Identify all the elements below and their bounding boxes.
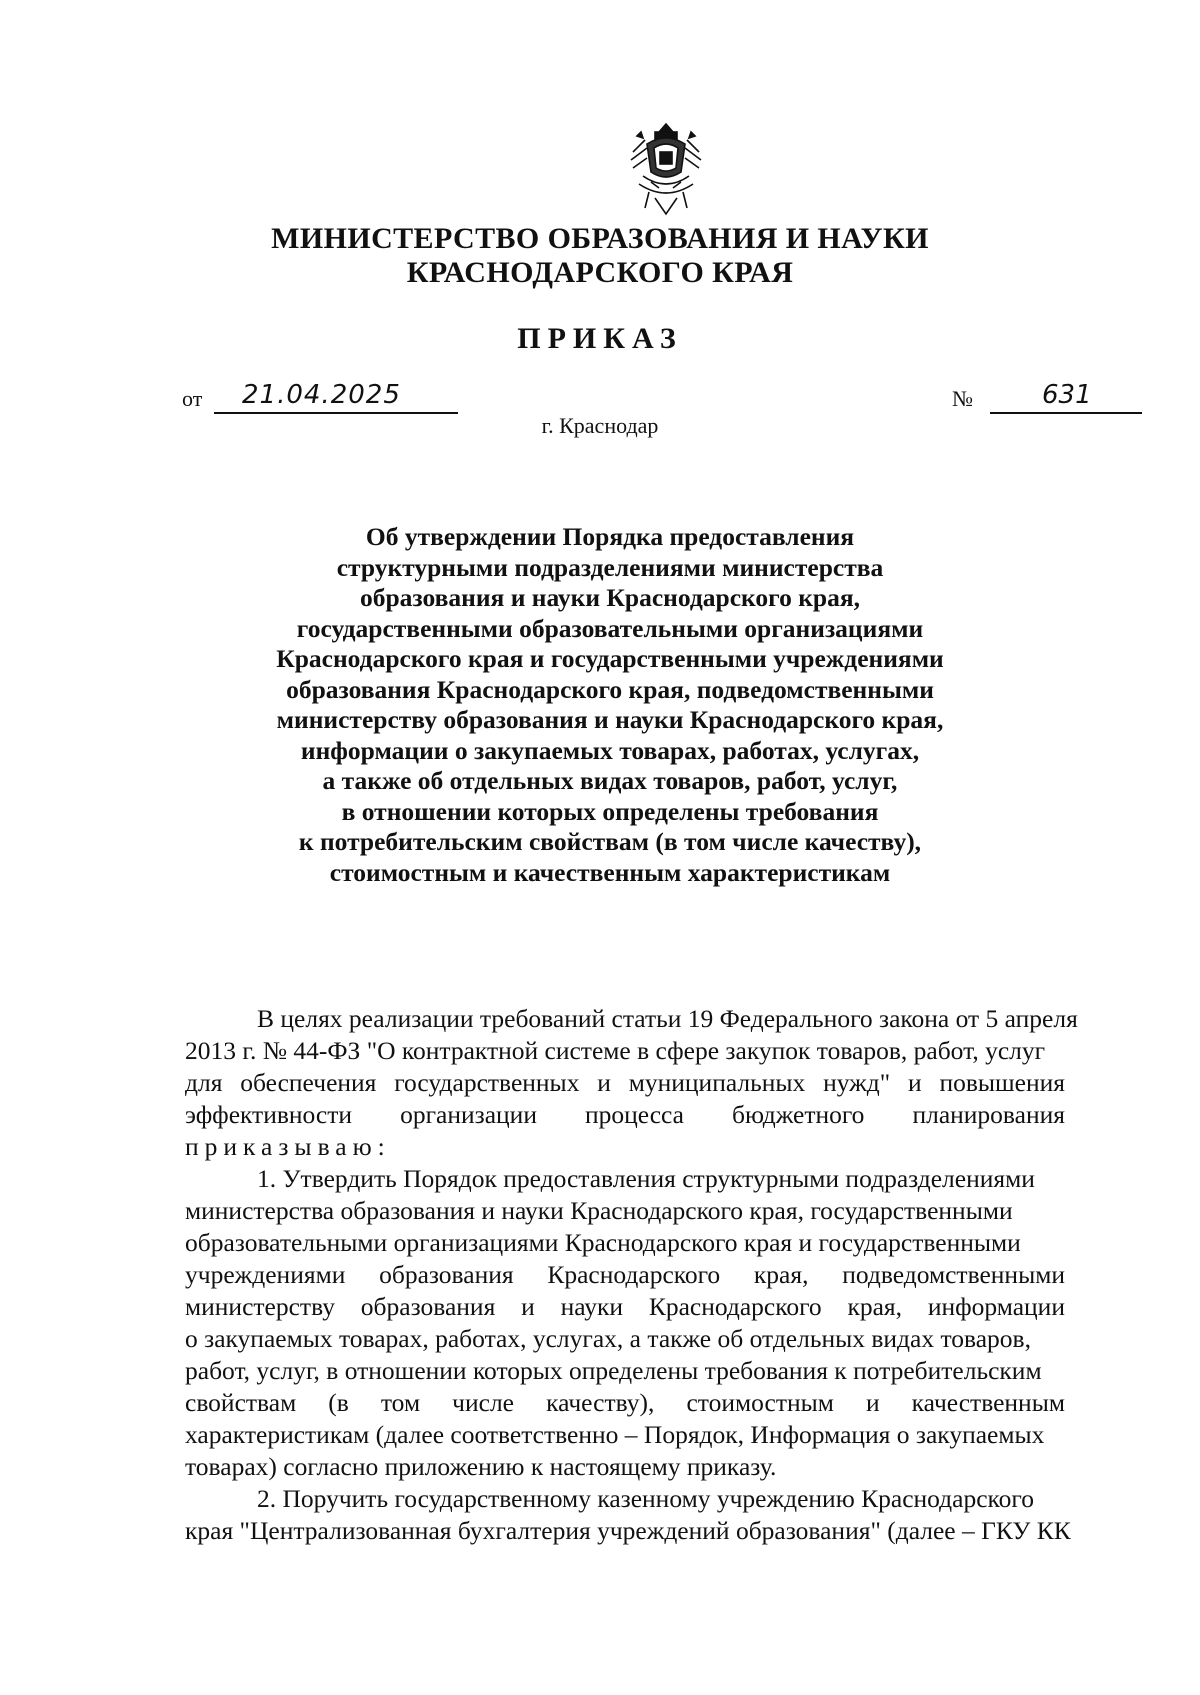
subject-line: а также об отдельных видах товаров, работ, услуг, bbox=[322, 766, 898, 795]
word: стоимостным bbox=[686, 1388, 834, 1417]
body-line: о закупаемых товарах, работах, услугах, а также об отдельных видах товаров, bbox=[185, 1324, 1031, 1353]
word: качеству), bbox=[546, 1388, 655, 1417]
subject-line: государственными образовательными организациями bbox=[296, 613, 924, 643]
body-line: В целях реализации требований статьи 19 Федерального закона от 5 апреля bbox=[257, 1004, 1078, 1033]
word: и bbox=[865, 1388, 880, 1417]
ministry-name bbox=[200, 222, 1000, 290]
word: качественным bbox=[911, 1388, 1065, 1417]
word: свойствам bbox=[185, 1388, 297, 1417]
decree-word: приказываю: bbox=[185, 1132, 391, 1161]
coat-of-arms-emblem bbox=[625, 122, 707, 216]
word: Краснодарского bbox=[648, 1292, 822, 1321]
word: и bbox=[521, 1292, 535, 1321]
subject-line: Об утверждении Порядка предоставления bbox=[365, 522, 855, 551]
word: том bbox=[380, 1388, 421, 1417]
word: планирования bbox=[912, 1100, 1065, 1129]
subject-line: стоимостным и качественным характеристикам bbox=[329, 857, 891, 887]
subject-line: министерству образования и науки Краснодарского края, bbox=[276, 705, 944, 734]
word: учреждениями bbox=[185, 1260, 346, 1289]
body-line-justified bbox=[185, 1291, 1065, 1323]
word: края, bbox=[753, 1260, 809, 1289]
word: числе bbox=[452, 1388, 514, 1417]
order-body bbox=[185, 1003, 1078, 1547]
body-line: края "Централизованная бухгалтерия учреждений образования" (далее – ГКУ КК bbox=[185, 1516, 1071, 1545]
word: нужд" bbox=[823, 1068, 891, 1097]
body-line: 2013 г. № 44-ФЗ "О контрактной системе в сфере закупок товаров, работ, услуг bbox=[185, 1036, 1046, 1065]
body-line: 2. Поручить государственному казенному учреждению Краснодарского bbox=[257, 1484, 1034, 1513]
date-prefix: от bbox=[182, 386, 203, 411]
body-line: характеристикам (далее соответственно – Порядок, Информация о закупаемых bbox=[185, 1420, 1045, 1449]
word: науки bbox=[560, 1292, 624, 1321]
issue-city: г. Краснодар bbox=[541, 413, 659, 438]
word: подведомственными bbox=[842, 1260, 1065, 1289]
body-line: министерства образования и науки Краснодарского края, государственными bbox=[185, 1196, 1013, 1225]
body-line: 1. Утвердить Порядок предоставления структурными подразделениями bbox=[257, 1164, 1035, 1193]
body-line: образовательными организациями Краснодарского края и государственными bbox=[185, 1228, 1021, 1257]
word: края, bbox=[847, 1292, 903, 1321]
word: для bbox=[185, 1068, 223, 1097]
word: образования bbox=[360, 1292, 496, 1321]
word: обеспечения bbox=[240, 1068, 377, 1097]
word: образования bbox=[379, 1260, 514, 1289]
word: муниципальных bbox=[628, 1068, 806, 1097]
subject-line: структурными подразделениями министерства bbox=[336, 552, 884, 582]
order-subject bbox=[220, 522, 1000, 888]
subject-line: в отношении которых определены требования bbox=[341, 796, 879, 826]
subject-line: к потребительским свойствам (в том числе качеству), bbox=[298, 827, 922, 856]
word: бюджетного bbox=[732, 1100, 865, 1129]
subject-line: информации о закупаемых товарах, работах, услугах, bbox=[300, 735, 920, 765]
number-prefix: № bbox=[952, 386, 973, 411]
word: и bbox=[597, 1068, 611, 1097]
subject-line: образования Краснодарского края, подведомственными bbox=[286, 674, 934, 704]
body-line: товарах) согласно приложению к настоящему приказу. bbox=[185, 1452, 777, 1481]
body-line-justified bbox=[185, 1099, 1065, 1131]
ministry-name-line2: КРАСНОДАРСКОГО КРАЯ bbox=[406, 256, 794, 289]
word: процесса bbox=[584, 1100, 684, 1129]
body-line-justified bbox=[185, 1259, 1065, 1291]
body-line-justified bbox=[185, 1067, 1065, 1099]
word: эффективности bbox=[185, 1100, 353, 1129]
word: организации bbox=[400, 1100, 537, 1129]
word: государственных bbox=[394, 1068, 580, 1097]
order-number: 631 bbox=[1042, 380, 1092, 410]
word: повышения bbox=[939, 1068, 1065, 1097]
number-underline bbox=[990, 412, 1142, 414]
word: и bbox=[907, 1068, 922, 1097]
document-type-title: ПРИКАЗ bbox=[517, 322, 683, 355]
word: министерству bbox=[185, 1292, 335, 1321]
word: Краснодарского bbox=[547, 1260, 721, 1289]
subject-line: Краснодарского края и государственными учреждениями bbox=[276, 644, 944, 673]
word: информации bbox=[927, 1292, 1065, 1321]
order-date: 21.04.2025 bbox=[242, 380, 401, 410]
ministry-name-line1: МИНИСТЕРСТВО ОБРАЗОВАНИЯ И НАУКИ bbox=[271, 222, 929, 255]
subject-line: образования и науки Краснодарского края, bbox=[359, 583, 860, 612]
word: (в bbox=[328, 1388, 349, 1417]
body-line-justified bbox=[185, 1387, 1065, 1419]
body-line: работ, услуг, в отношении которых определены требования к потребительским bbox=[185, 1356, 1042, 1385]
